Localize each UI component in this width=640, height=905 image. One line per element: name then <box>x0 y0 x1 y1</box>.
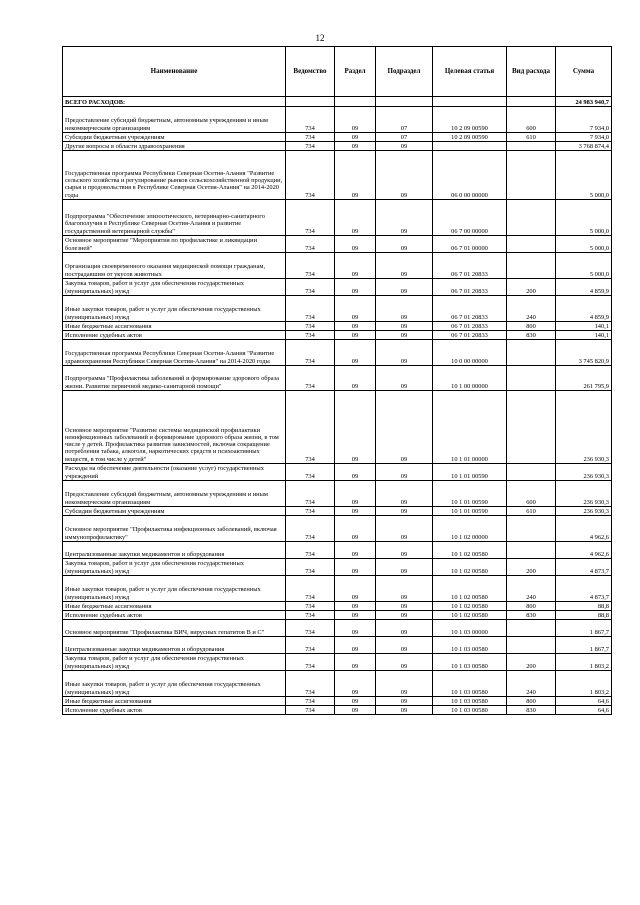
row-name: Подпрограмма "Профилактика заболеваний и формирование здорового образа жизни. Развитие первичной медико-санитарной помощи" <box>63 366 286 391</box>
table-row <box>63 151 612 200</box>
header-amount: Сумма <box>556 47 612 97</box>
row-target: 10 1 02 00580 <box>433 576 507 602</box>
row-department: 734 <box>286 559 335 576</box>
row-target: 06 7 01 20833 <box>433 279 507 296</box>
row-name: Централизованные закупки медикаментов и оборудования <box>63 542 286 559</box>
row-amount: 140,1 <box>556 322 612 331</box>
row-amount: 4 873,7 <box>556 576 612 602</box>
row-amount: 236 930,3 <box>556 391 612 464</box>
row-subsection: 09 <box>376 620 433 637</box>
row-name: Закупка товаров, работ и услуг для обеспечения государственных (муниципальных) нужд <box>63 654 286 671</box>
row-name: Исполнение судебных актов <box>63 706 286 715</box>
table-row <box>63 654 612 671</box>
row-target: 10 1 03 00000 <box>433 620 507 637</box>
row-name: Основное мероприятие "Профилактика инфекционных заболеваний, включая иммунопрофилактику" <box>63 516 286 542</box>
row-subsection: 09 <box>376 602 433 611</box>
row-subsection: 09 <box>376 671 433 697</box>
row-target: 06 7 01 20833 <box>433 322 507 331</box>
row-subsection: 09 <box>376 151 433 200</box>
table-row <box>63 671 612 697</box>
row-department: 734 <box>286 340 335 366</box>
row-section: 09 <box>335 516 376 542</box>
row-subsection: 09 <box>376 340 433 366</box>
row-section: 09 <box>335 142 376 151</box>
row-section: 09 <box>335 236 376 253</box>
row-expense-type <box>507 391 556 464</box>
row-target: 06 7 01 20833 <box>433 331 507 340</box>
row-expense-type <box>507 340 556 366</box>
row-expense-type: 240 <box>507 296 556 322</box>
table-row <box>63 200 612 236</box>
row-section: 09 <box>335 481 376 507</box>
row-expense-type: 830 <box>507 611 556 620</box>
row-subsection: 09 <box>376 507 433 516</box>
total-empty-cell <box>433 97 507 107</box>
row-subsection: 09 <box>376 366 433 391</box>
table-row <box>63 576 612 602</box>
row-amount: 3 768 874,4 <box>556 142 612 151</box>
row-name: Субсидии бюджетным учреждениям <box>63 507 286 516</box>
row-amount: 5 000,0 <box>556 236 612 253</box>
row-subsection: 09 <box>376 253 433 279</box>
row-department: 734 <box>286 542 335 559</box>
row-target: 10 1 01 00590 <box>433 464 507 481</box>
row-section: 09 <box>335 602 376 611</box>
row-section: 09 <box>335 279 376 296</box>
row-amount: 7 934,0 <box>556 133 612 142</box>
row-name: Государственная программа Республики Северная Осетия-Алания "Развитие сельского хозяйства и регулирование рынков сельскохозяйственной продукции, сырья и продовольствия в Республике Северная Осетия-Алания" на 2014-2020 годы <box>63 151 286 200</box>
table-row <box>63 253 612 279</box>
row-target: 06 7 01 20833 <box>433 296 507 322</box>
row-amount: 1 803,2 <box>556 654 612 671</box>
row-expense-type: 800 <box>507 697 556 706</box>
table-row <box>63 107 612 133</box>
row-section: 09 <box>335 133 376 142</box>
row-subsection: 09 <box>376 516 433 542</box>
row-expense-type <box>507 620 556 637</box>
row-amount: 1 867,7 <box>556 637 612 654</box>
table-body <box>63 97 612 715</box>
row-name: Иные бюджетные ассигнования <box>63 322 286 331</box>
row-target: 10 1 00 00000 <box>433 366 507 391</box>
row-section: 09 <box>335 706 376 715</box>
row-expense-type: 600 <box>507 107 556 133</box>
row-subsection: 09 <box>376 559 433 576</box>
table-row <box>63 602 612 611</box>
row-name: Централизованные закупки медикаментов и оборудования <box>63 637 286 654</box>
row-amount: 5 000,0 <box>556 151 612 200</box>
row-department: 734 <box>286 296 335 322</box>
row-name: Расходы на обеспечение деятельности (оказание услуг) государственных учреждений <box>63 464 286 481</box>
row-section: 09 <box>335 464 376 481</box>
row-section: 09 <box>335 322 376 331</box>
row-target: 10 1 01 00000 <box>433 391 507 464</box>
row-department: 734 <box>286 602 335 611</box>
row-department: 734 <box>286 279 335 296</box>
row-name: Подпрограмма "Обеспечение эпизоотического, ветеринарно-санитарного благополучия в Республике Северная Осетия-Алания и развитие государственной ветеринарной службы" <box>63 200 286 236</box>
row-amount: 4 859,9 <box>556 279 612 296</box>
table-row <box>63 322 612 331</box>
row-subsection: 09 <box>376 279 433 296</box>
row-expense-type: 240 <box>507 671 556 697</box>
row-target: 06 7 01 00000 <box>433 236 507 253</box>
total-row <box>63 97 612 107</box>
total-amount: 24 983 940,7 <box>556 97 612 107</box>
row-target: 10 1 01 00590 <box>433 481 507 507</box>
row-expense-type: 240 <box>507 576 556 602</box>
table-row <box>63 559 612 576</box>
row-target: 10 1 02 00580 <box>433 542 507 559</box>
row-expense-type <box>507 516 556 542</box>
row-amount: 1 867,7 <box>556 620 612 637</box>
row-expense-type: 600 <box>507 481 556 507</box>
row-expense-type <box>507 253 556 279</box>
row-name: Закупка товаров, работ и услуг для обеспечения государственных (муниципальных) нужд <box>63 279 286 296</box>
row-amount: 140,1 <box>556 331 612 340</box>
row-amount: 64,6 <box>556 697 612 706</box>
row-expense-type <box>507 637 556 654</box>
row-department: 734 <box>286 507 335 516</box>
total-empty-cell <box>376 97 433 107</box>
row-target: 10 1 03 00580 <box>433 671 507 697</box>
row-subsection: 09 <box>376 200 433 236</box>
row-target: 06 0 00 00000 <box>433 151 507 200</box>
row-department: 734 <box>286 391 335 464</box>
table-row <box>63 366 612 391</box>
row-expense-type: 200 <box>507 279 556 296</box>
row-department: 734 <box>286 576 335 602</box>
row-target: 10 1 02 00580 <box>433 602 507 611</box>
total-empty-cell <box>286 97 335 107</box>
row-name: Иные бюджетные ассигнования <box>63 602 286 611</box>
row-name: Государственная программа Республики Северная Осетия-Алания "Развитие здравоохранения Республики Северная Осетия-Алания" на 2014-2020 годы <box>63 340 286 366</box>
row-expense-type <box>507 142 556 151</box>
header-section: Раздел <box>335 47 376 97</box>
table-row <box>63 481 612 507</box>
table-row <box>63 507 612 516</box>
row-department: 734 <box>286 253 335 279</box>
table-row <box>63 516 612 542</box>
row-section: 09 <box>335 151 376 200</box>
header-target: Целевая статья <box>433 47 507 97</box>
table-row <box>63 697 612 706</box>
table-row <box>63 142 612 151</box>
row-subsection: 09 <box>376 481 433 507</box>
row-department: 734 <box>286 611 335 620</box>
total-empty-cell <box>507 97 556 107</box>
row-department: 734 <box>286 671 335 697</box>
row-department: 734 <box>286 697 335 706</box>
row-amount: 88,8 <box>556 602 612 611</box>
row-section: 09 <box>335 340 376 366</box>
table-row <box>63 391 612 464</box>
table-header-row <box>63 47 612 97</box>
row-section: 09 <box>335 331 376 340</box>
row-section: 09 <box>335 200 376 236</box>
page-number: 12 <box>315 33 325 43</box>
row-subsection: 09 <box>376 236 433 253</box>
row-name: Иные закупки товаров, работ и услуг для обеспечения государственных (муниципальных) нужд <box>63 671 286 697</box>
table-row <box>63 706 612 715</box>
row-subsection: 09 <box>376 611 433 620</box>
row-target: 10 1 01 00590 <box>433 507 507 516</box>
row-department: 734 <box>286 200 335 236</box>
row-name: Другие вопросы в области здравоохранения <box>63 142 286 151</box>
header-department: Ведомство <box>286 47 335 97</box>
row-section: 09 <box>335 366 376 391</box>
table-row <box>63 133 612 142</box>
row-expense-type: 830 <box>507 331 556 340</box>
row-target: 10 1 03 00580 <box>433 637 507 654</box>
row-section: 09 <box>335 671 376 697</box>
row-department: 734 <box>286 654 335 671</box>
row-target: 10 1 02 00580 <box>433 611 507 620</box>
row-target: 10 1 03 00580 <box>433 706 507 715</box>
row-amount: 4 859,9 <box>556 296 612 322</box>
row-amount: 236 930,3 <box>556 481 612 507</box>
row-amount: 64,6 <box>556 706 612 715</box>
row-department: 734 <box>286 236 335 253</box>
row-expense-type: 200 <box>507 654 556 671</box>
row-amount: 3 745 820,9 <box>556 340 612 366</box>
row-amount: 7 934,0 <box>556 107 612 133</box>
row-name: Предоставление субсидий бюджетным, автономным учреждениям и иным некоммерческим организациям <box>63 481 286 507</box>
row-subsection: 07 <box>376 107 433 133</box>
row-amount: 236 930,3 <box>556 464 612 481</box>
row-department: 734 <box>286 133 335 142</box>
row-expense-type: 200 <box>507 559 556 576</box>
row-department: 734 <box>286 107 335 133</box>
table-row <box>63 279 612 296</box>
row-subsection: 09 <box>376 142 433 151</box>
table-row <box>63 611 612 620</box>
header-expense-type: Вид расхода <box>507 47 556 97</box>
row-amount: 261 795,9 <box>556 366 612 391</box>
row-subsection: 09 <box>376 464 433 481</box>
row-subsection: 09 <box>376 697 433 706</box>
row-subsection: 09 <box>376 391 433 464</box>
row-expense-type <box>507 464 556 481</box>
row-subsection: 09 <box>376 331 433 340</box>
row-name: Субсидии бюджетным учреждениям <box>63 133 286 142</box>
table-row <box>63 331 612 340</box>
row-expense-type <box>507 236 556 253</box>
row-section: 09 <box>335 559 376 576</box>
row-department: 734 <box>286 322 335 331</box>
row-subsection: 07 <box>376 133 433 142</box>
row-expense-type: 830 <box>507 706 556 715</box>
row-target: 10 1 02 00000 <box>433 516 507 542</box>
row-department: 734 <box>286 637 335 654</box>
row-expense-type <box>507 542 556 559</box>
row-expense-type: 610 <box>507 507 556 516</box>
row-target: 06 7 00 00000 <box>433 200 507 236</box>
table-row <box>63 620 612 637</box>
row-section: 09 <box>335 654 376 671</box>
row-section: 09 <box>335 542 376 559</box>
row-name: Иные закупки товаров, работ и услуг для обеспечения государственных (муниципальных) нужд <box>63 576 286 602</box>
row-subsection: 09 <box>376 542 433 559</box>
row-subsection: 09 <box>376 706 433 715</box>
table-row <box>63 236 612 253</box>
row-name: Иные закупки товаров, работ и услуг для обеспечения государственных (муниципальных) нужд <box>63 296 286 322</box>
total-empty-cell <box>335 97 376 107</box>
row-expense-type: 800 <box>507 322 556 331</box>
header-subsection: Подраздел <box>376 47 433 97</box>
row-department: 734 <box>286 151 335 200</box>
row-name: Основное мероприятие "Мероприятия по профилактике и ликвидации болезней" <box>63 236 286 253</box>
row-department: 734 <box>286 464 335 481</box>
row-section: 09 <box>335 253 376 279</box>
row-department: 734 <box>286 706 335 715</box>
expenditure-table <box>62 46 612 715</box>
table-row <box>63 542 612 559</box>
row-section: 09 <box>335 576 376 602</box>
row-expense-type <box>507 151 556 200</box>
row-subsection: 09 <box>376 637 433 654</box>
row-subsection: 09 <box>376 576 433 602</box>
row-name: Основное мероприятие "Профилактика ВИЧ, вирусных гепатитов В и С" <box>63 620 286 637</box>
row-target: 10 2 09 00590 <box>433 107 507 133</box>
row-amount: 4 962,6 <box>556 516 612 542</box>
row-expense-type <box>507 200 556 236</box>
row-amount: 236 930,3 <box>556 507 612 516</box>
row-amount: 88,8 <box>556 611 612 620</box>
row-section: 09 <box>335 620 376 637</box>
table-row <box>63 340 612 366</box>
row-target: 10 1 02 00580 <box>433 559 507 576</box>
row-name: Исполнение судебных актов <box>63 611 286 620</box>
row-department: 734 <box>286 142 335 151</box>
table-row <box>63 296 612 322</box>
header-name: Наименование <box>63 47 286 97</box>
row-amount: 1 803,2 <box>556 671 612 697</box>
total-label: ВСЕГО РАСХОДОВ: <box>63 97 286 107</box>
row-target: 10 2 09 00590 <box>433 133 507 142</box>
row-expense-type: 800 <box>507 602 556 611</box>
row-expense-type <box>507 366 556 391</box>
row-target: 06 7 01 20833 <box>433 253 507 279</box>
row-name: Иные бюджетные ассигнования <box>63 697 286 706</box>
row-department: 734 <box>286 516 335 542</box>
row-target: 10 0 00 00000 <box>433 340 507 366</box>
row-target: 10 1 03 00580 <box>433 697 507 706</box>
table-row <box>63 464 612 481</box>
row-department: 734 <box>286 620 335 637</box>
row-name: Исполнение судебных актов <box>63 331 286 340</box>
row-name: Предоставление субсидий бюджетным, автономным учреждениям и иным некоммерческим организациям <box>63 107 286 133</box>
row-target: 10 1 03 00580 <box>433 654 507 671</box>
row-name: Основное мероприятие "Развитие системы медицинской профилактики неинфекционных заболеваний и формирование здорового образа жизни, в том числе у детей. Профилактика развития зависимостей, включая сокращение потребления табака, алкоголя, наркотических средств и психоактивных веществ, в том числе у детей" <box>63 391 286 464</box>
row-section: 09 <box>335 107 376 133</box>
row-department: 734 <box>286 366 335 391</box>
row-section: 09 <box>335 611 376 620</box>
row-expense-type: 610 <box>507 133 556 142</box>
row-subsection: 09 <box>376 296 433 322</box>
row-department: 734 <box>286 331 335 340</box>
row-amount: 5 000,0 <box>556 253 612 279</box>
row-amount: 4 962,6 <box>556 542 612 559</box>
row-section: 09 <box>335 391 376 464</box>
row-section: 09 <box>335 637 376 654</box>
row-section: 09 <box>335 507 376 516</box>
row-subsection: 09 <box>376 322 433 331</box>
row-amount: 4 873,7 <box>556 559 612 576</box>
row-subsection: 09 <box>376 654 433 671</box>
row-section: 09 <box>335 296 376 322</box>
row-name: Организация своевременного оказания медицинской помощи гражданам, пострадавшим от укусов животных <box>63 253 286 279</box>
row-target <box>433 142 507 151</box>
table-row <box>63 637 612 654</box>
row-section: 09 <box>335 697 376 706</box>
row-department: 734 <box>286 481 335 507</box>
row-name: Закупка товаров, работ и услуг для обеспечения государственных (муниципальных) нужд <box>63 559 286 576</box>
row-amount: 5 000,0 <box>556 200 612 236</box>
